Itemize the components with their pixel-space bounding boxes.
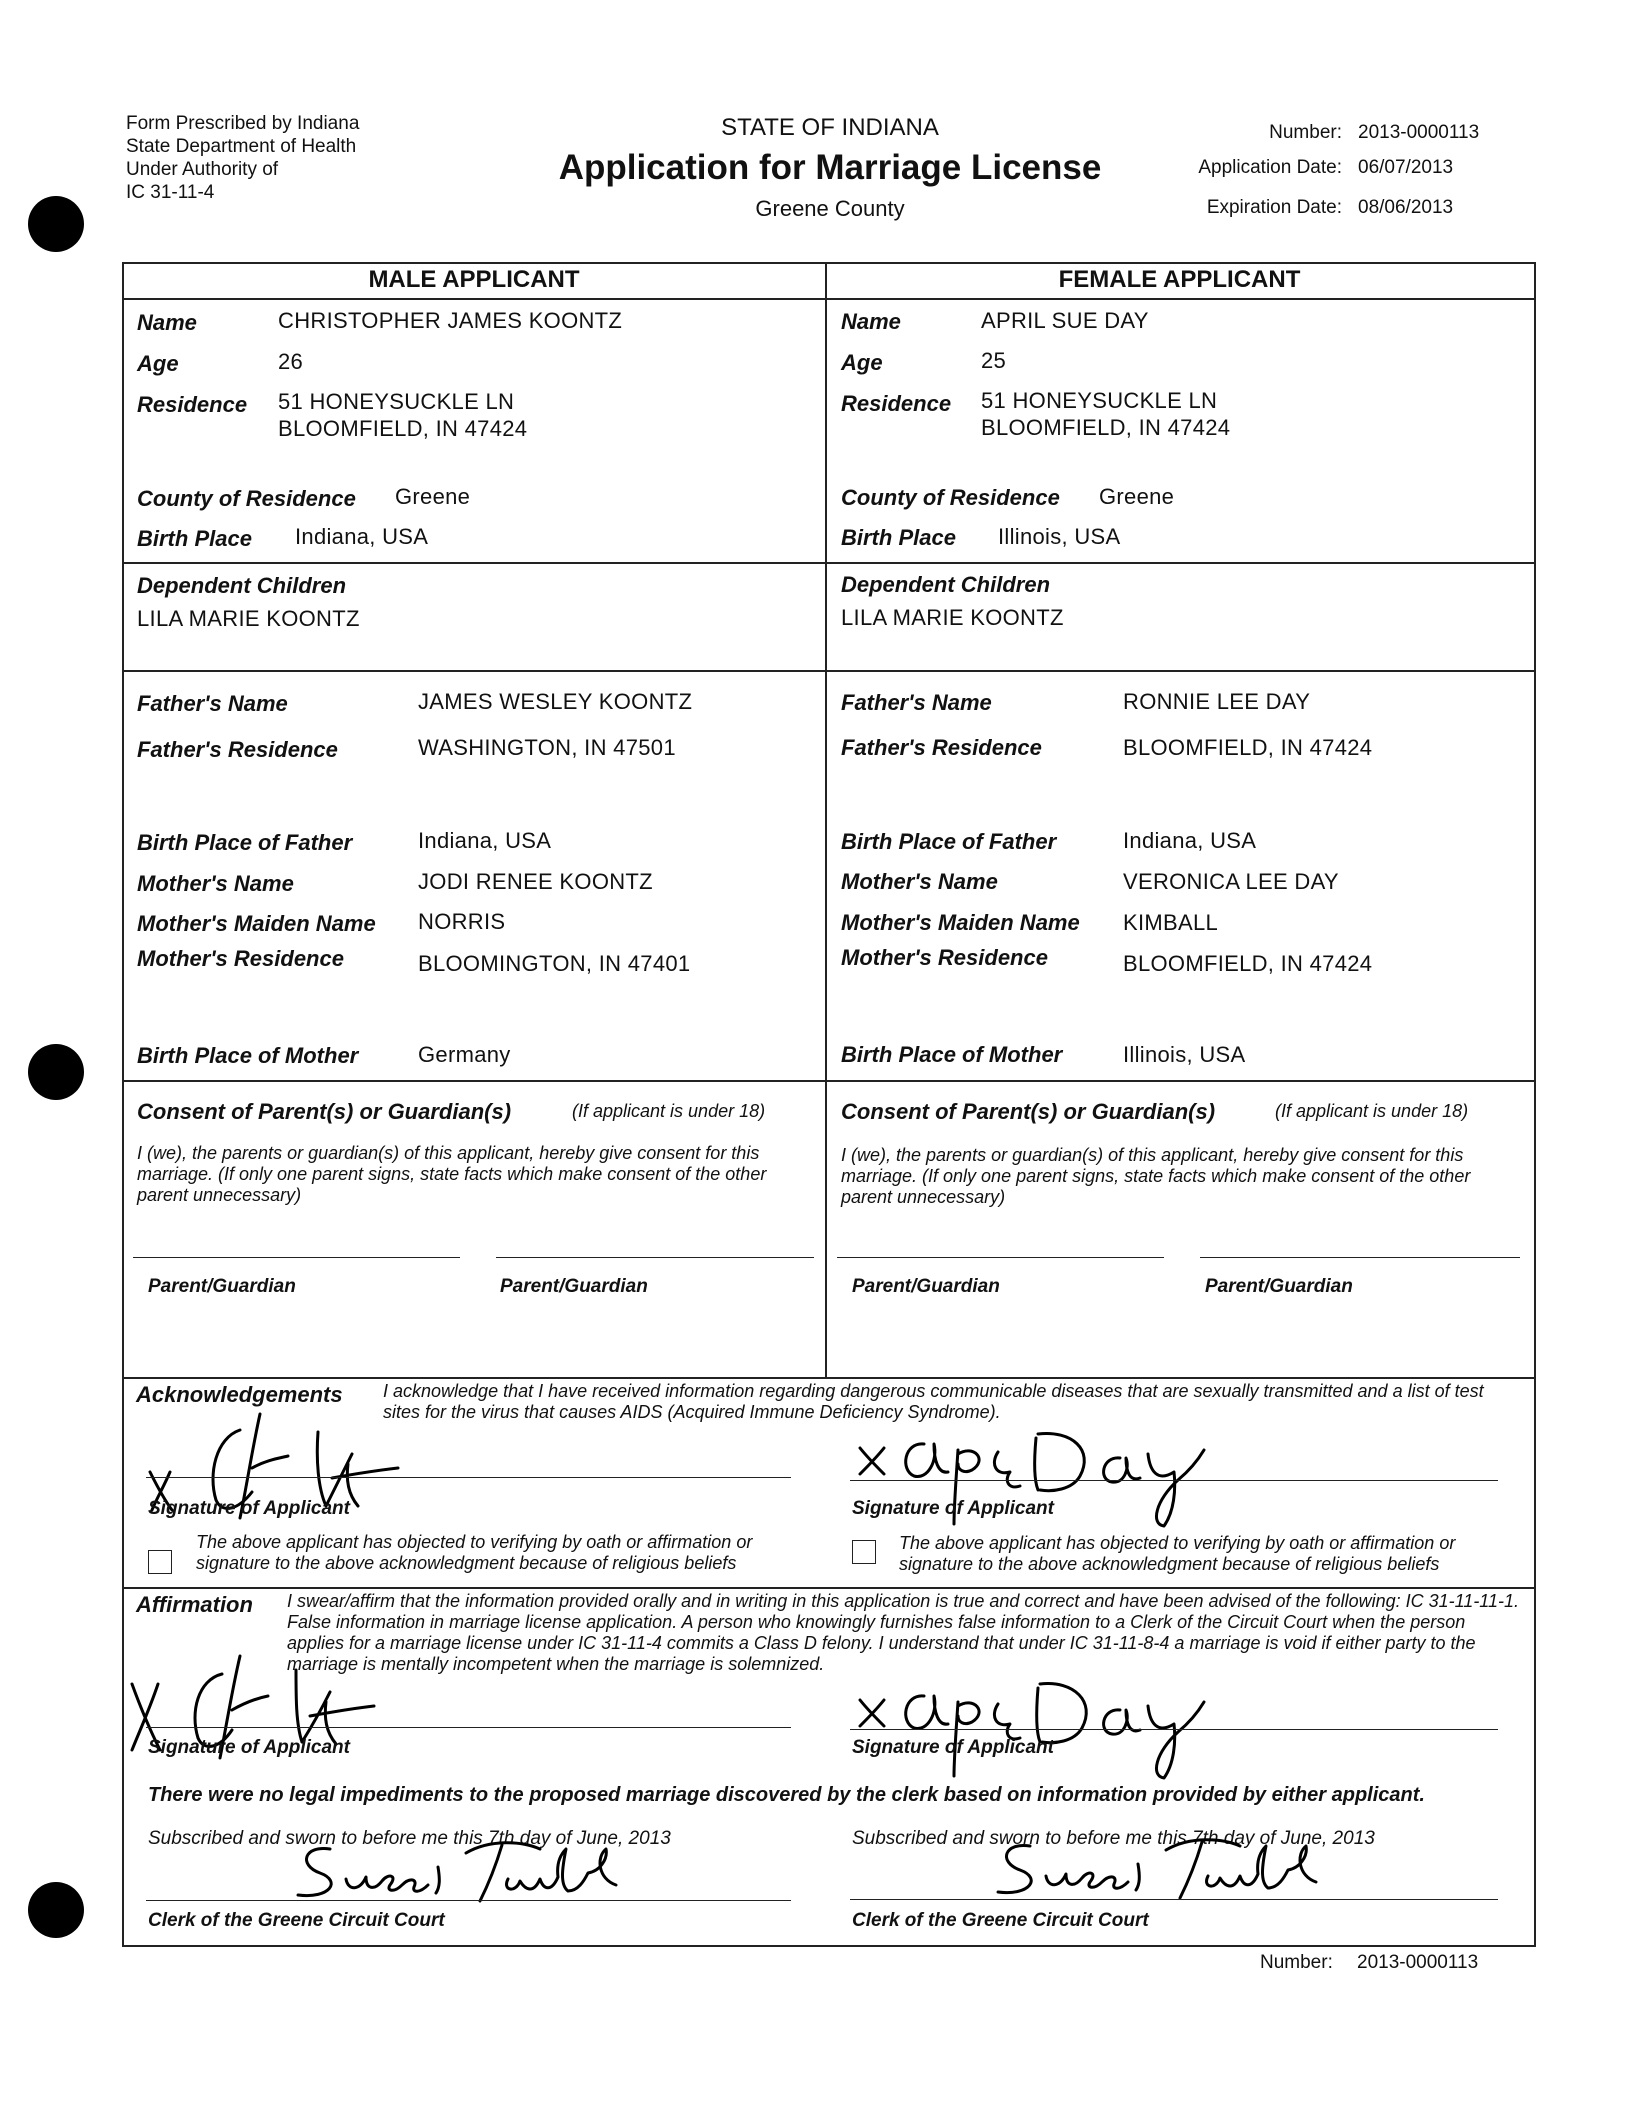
county-heading: Greene County <box>755 196 905 221</box>
male-mother-maiden-label: Mother's Maiden Name <box>137 911 376 936</box>
male-father-residence-label: Father's Residence <box>137 737 338 762</box>
female-affirmation-signature-line[interactable] <box>850 1729 1498 1730</box>
male-clerk-label: Clerk of the Greene Circuit Court <box>148 1910 445 1931</box>
female-birthplace-label: Birth Place <box>841 525 956 550</box>
male-parent-signature-line-1[interactable] <box>133 1257 460 1258</box>
male-residence-label: Residence <box>137 392 248 417</box>
male-consent-title: Consent of Parent(s) or Guardian(s) <box>137 1099 512 1124</box>
female-mother-name-value: VERONICA LEE DAY <box>1123 869 1339 894</box>
female-residence-label: Residence <box>841 391 952 416</box>
affirmation-title: Affirmation <box>136 1592 253 1617</box>
female-affirmation-signature-label: Signature of Applicant <box>852 1737 1054 1758</box>
female-consent-note: (If applicant is under 18) <box>1275 1101 1469 1121</box>
female-father-birthplace-label: Birth Place of Father <box>841 829 1057 854</box>
female-consent-text: I (we), the parents or guardian(s) of this applicant, hereby give consent for this marriage. (If only one parent signs, state facts which make consent of the other parent unnecessary) <box>841 1145 1471 1207</box>
male-parent-guardian-label-1: Parent/Guardian <box>148 1276 296 1297</box>
female-county-value: Greene <box>1099 484 1175 509</box>
female-name-label: Name <box>841 309 901 334</box>
female-county-label: County of Residence <box>841 485 1060 510</box>
female-mother-birthplace-value: Illinois, USA <box>1123 1042 1246 1067</box>
female-parent-guardian-label-2: Parent/Guardian <box>1205 1276 1353 1297</box>
female-mother-birthplace-label: Birth Place of Mother <box>841 1042 1063 1067</box>
female-age-label: Age <box>841 350 883 375</box>
male-father-birthplace-label: Birth Place of Father <box>137 830 353 855</box>
male-parent-guardian-label-2: Parent/Guardian <box>500 1276 648 1297</box>
heading-divider <box>122 298 1534 300</box>
male-clerk-signature <box>290 1835 630 1905</box>
female-father-residence-value: BLOOMFIELD, IN 47424 <box>1123 735 1373 760</box>
prescribed-line: Form Prescribed by Indiana <box>126 113 360 134</box>
female-clerk-signature <box>990 1832 1330 1902</box>
number-label: Number: <box>1269 122 1342 143</box>
prescribed-line: Under Authority of <box>126 159 279 180</box>
male-ack-objection-text: The above applicant has objected to verifying by oath or affirmation or signature to the above acknowledgment because of religious beliefs <box>196 1532 753 1573</box>
male-clerk-signature-line[interactable] <box>146 1900 791 1901</box>
male-name-label: Name <box>137 310 197 335</box>
male-age-value: 26 <box>278 349 304 374</box>
female-mother-residence-value: BLOOMFIELD, IN 47424 <box>1123 951 1373 976</box>
female-children-value: LILA MARIE KOONTZ <box>841 605 1064 630</box>
section-divider <box>122 562 1534 564</box>
female-parent-guardian-label-1: Parent/Guardian <box>852 1276 1000 1297</box>
female-affirmation-signature <box>858 1672 1218 1782</box>
male-name-value: CHRISTOPHER JAMES KOONTZ <box>278 308 623 333</box>
expiration-date-label: Expiration Date: <box>1206 197 1342 218</box>
section-divider <box>122 1377 1534 1379</box>
section-divider <box>122 1080 1534 1082</box>
male-affirmation-signature-line[interactable] <box>146 1727 791 1728</box>
female-mother-maiden-value: KIMBALL <box>1123 910 1219 935</box>
female-mother-residence-label: Mother's Residence <box>841 945 1048 970</box>
number-value: 2013-0000113 <box>1358 122 1480 143</box>
acknowledgements-text: I acknowledge that I have received information regarding dangerous communicable diseases that are sexually transmitted and a list of test sites for the virus that causes AIDS (Acquired Immune Deficiency Syndrome). <box>383 1381 1484 1422</box>
application-date-value: 06/07/2013 <box>1358 157 1454 178</box>
punch-hole-top <box>28 196 84 252</box>
male-residence-line1: 51 HONEYSUCKLE LN <box>278 389 515 414</box>
male-affirmation-signature-label: Signature of Applicant <box>148 1737 350 1758</box>
female-mother-name-label: Mother's Name <box>841 869 998 894</box>
female-ack-signature-label: Signature of Applicant <box>852 1498 1054 1519</box>
prescribed-line: State Department of Health <box>126 136 357 157</box>
male-county-label: County of Residence <box>137 486 356 511</box>
male-mother-name-label: Mother's Name <box>137 871 294 896</box>
male-county-value: Greene <box>395 484 471 509</box>
male-father-residence-value: WASHINGTON, IN 47501 <box>418 735 676 760</box>
female-subscribed-text: Subscribed and sworn to before me this 7th day of June, 2013 <box>852 1828 1375 1849</box>
section-divider <box>122 1587 1534 1589</box>
female-father-name-value: RONNIE LEE DAY <box>1123 689 1311 714</box>
male-father-birthplace-value: Indiana, USA <box>418 828 552 853</box>
male-parent-signature-line-2[interactable] <box>496 1257 814 1258</box>
footer-number-label: Number: <box>1260 1952 1333 1973</box>
male-birthplace-value: Indiana, USA <box>295 524 429 549</box>
no-impediments-statement: There were no legal impediments to the proposed marriage discovered by the clerk based on information provided by either applicant. <box>148 1784 1425 1806</box>
male-mother-residence-value: BLOOMINGTON, IN 47401 <box>418 951 691 976</box>
male-children-label: Dependent Children <box>137 573 347 598</box>
female-consent-title: Consent of Parent(s) or Guardian(s) <box>841 1099 1216 1124</box>
male-father-name-label: Father's Name <box>137 691 288 716</box>
female-name-value: APRIL SUE DAY <box>981 308 1149 333</box>
female-mother-maiden-label: Mother's Maiden Name <box>841 910 1080 935</box>
male-mother-name-value: JODI RENEE KOONTZ <box>418 869 653 894</box>
female-father-name-label: Father's Name <box>841 690 992 715</box>
state-heading: STATE OF INDIANA <box>721 114 939 141</box>
acknowledgements-title: Acknowledgements <box>136 1382 343 1407</box>
male-mother-residence-label: Mother's Residence <box>137 946 344 971</box>
male-ack-signature-label: Signature of Applicant <box>148 1498 350 1519</box>
male-residence-line2: BLOOMFIELD, IN 47424 <box>278 416 528 441</box>
punch-hole-middle <box>28 1044 84 1100</box>
page-title: Application for Marriage License <box>558 148 1102 187</box>
female-age-value: 25 <box>981 348 1007 373</box>
male-age-label: Age <box>137 351 179 376</box>
male-ack-signature-line[interactable] <box>146 1477 791 1478</box>
application-date-label: Application Date: <box>1198 157 1342 178</box>
female-father-residence-label: Father's Residence <box>841 735 1042 760</box>
female-parent-signature-line-1[interactable] <box>837 1257 1164 1258</box>
female-residence-line2: BLOOMFIELD, IN 47424 <box>981 415 1231 440</box>
male-subscribed-text: Subscribed and sworn to before me this 7th day of June, 2013 <box>148 1828 671 1849</box>
footer-number-value: 2013-0000113 <box>1357 1952 1479 1973</box>
male-mother-birthplace-value: Germany <box>418 1042 511 1067</box>
male-consent-note: (If applicant is under 18) <box>572 1101 766 1121</box>
male-ack-objection-checkbox[interactable] <box>148 1550 172 1574</box>
prescribed-line: IC 31-11-4 <box>126 182 215 203</box>
male-father-name-value: JAMES WESLEY KOONTZ <box>418 689 693 714</box>
female-clerk-label: Clerk of the Greene Circuit Court <box>852 1910 1149 1931</box>
female-children-label: Dependent Children <box>841 572 1051 597</box>
male-children-value: LILA MARIE KOONTZ <box>137 606 360 631</box>
male-mother-birthplace-label: Birth Place of Mother <box>137 1043 359 1068</box>
female-ack-signature-line[interactable] <box>850 1480 1498 1481</box>
female-ack-objection-checkbox[interactable] <box>852 1540 876 1564</box>
female-ack-objection-text: The above applicant has objected to verifying by oath or affirmation or signature to the above acknowledgment because of religious beliefs <box>899 1533 1456 1574</box>
female-birthplace-value: Illinois, USA <box>998 524 1121 549</box>
punch-hole-bottom <box>28 1882 84 1938</box>
prescribed-block <box>126 112 359 204</box>
male-birthplace-label: Birth Place <box>137 526 252 551</box>
male-mother-maiden-value: NORRIS <box>418 909 506 934</box>
male-consent-text: I (we), the parents or guardian(s) of this applicant, hereby give consent for this marriage. (If only one parent signs, state facts which make consent of the other parent unnecessary) <box>137 1143 767 1205</box>
female-residence-line1: 51 HONEYSUCKLE LN <box>981 388 1218 413</box>
female-clerk-signature-line[interactable] <box>850 1899 1498 1900</box>
column-divider <box>825 262 827 1377</box>
affirmation-text: I swear/affirm that the information provided orally and in writing in this application is true and correct and have been advised of the following: IC 31-11-11-1. False information in marriage license application. A person who knowingly furnishes false information to a Clerk of the Circuit Court when the person applies for a marriage license under IC 31-11-4 commits a Class D felony. I understand that under IC 31-11-8-4 a marriage is void if either party to the marriage is mentally incompetent when the marriage is solemnized. <box>287 1591 1519 1674</box>
female-parent-signature-line-2[interactable] <box>1200 1257 1520 1258</box>
section-divider <box>122 670 1534 672</box>
female-applicant-heading: FEMALE APPLICANT <box>1058 266 1301 293</box>
expiration-date-value: 08/06/2013 <box>1358 197 1454 218</box>
female-father-birthplace-value: Indiana, USA <box>1123 828 1257 853</box>
male-applicant-heading: MALE APPLICANT <box>368 266 580 293</box>
